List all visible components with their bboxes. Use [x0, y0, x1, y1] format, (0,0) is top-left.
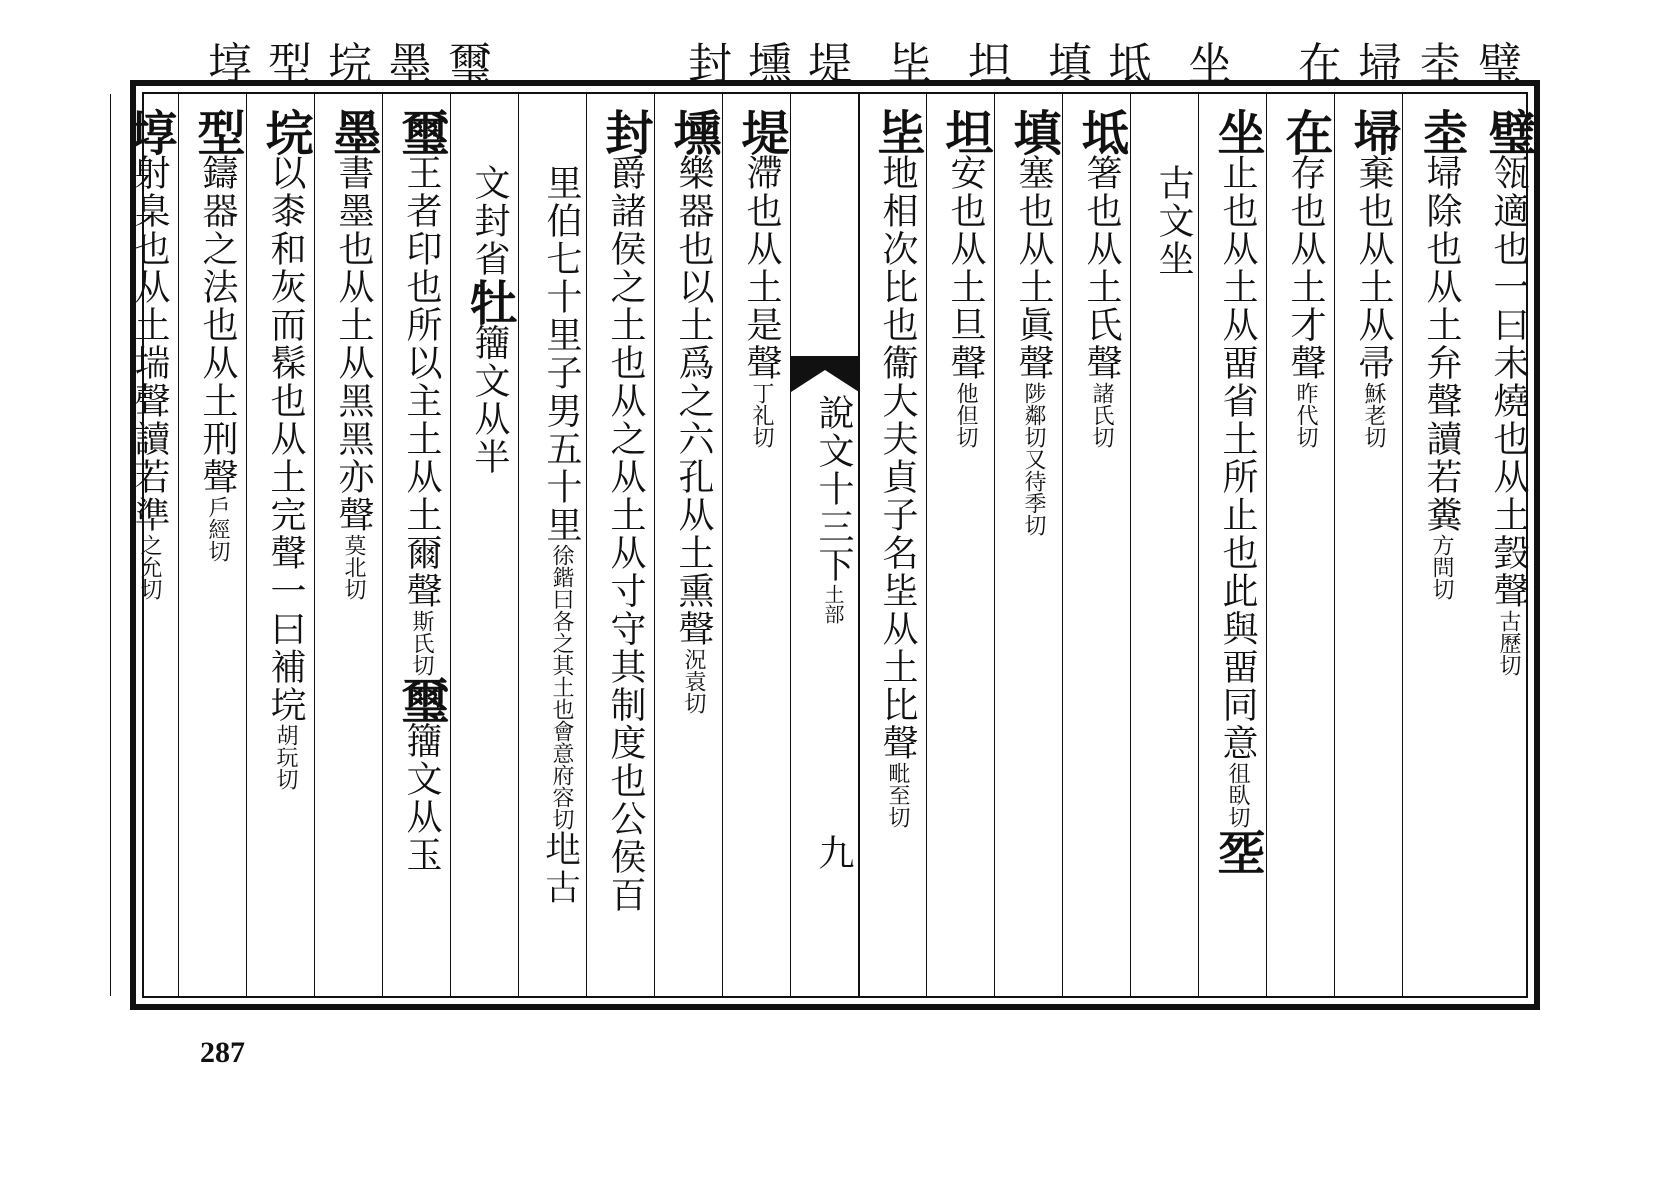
seal-headword: 坴 [1413, 108, 1469, 154]
fishtail-mark [791, 356, 859, 392]
text-block [121, 92, 1536, 998]
entry-column [178, 94, 247, 996]
entry-column [1266, 94, 1335, 996]
header-char: 填 [1048, 39, 1092, 90]
header-char: 埻 [208, 39, 252, 90]
seal-headword: 型 [189, 108, 245, 154]
entry-column [858, 94, 927, 996]
entry-column [926, 94, 995, 996]
entry-column [586, 94, 655, 996]
seal-headword: 埽 [1345, 108, 1401, 154]
header-char: 墨 [388, 39, 432, 90]
definition-text: 滯也从土是聲 [741, 154, 782, 382]
fanqie-note: 胡玩切 [273, 724, 298, 790]
fanqie-note: 莫北切 [341, 534, 366, 600]
fanqie-note: 他但切 [953, 382, 978, 448]
definition-text: 存也从土才聲 [1285, 154, 1326, 382]
definition-text: 射臬也从土㙐聲讀若準 [129, 154, 170, 534]
entry-column [110, 94, 179, 996]
seal-headword: 填 [1005, 108, 1061, 154]
fanqie-note: 斯氏切 [409, 610, 434, 676]
header-char: 垸 [328, 39, 372, 90]
header-char: 封 [688, 39, 732, 90]
fanqie-note: 諸氏切 [1089, 382, 1114, 448]
seal-headword: 璽 [393, 108, 449, 154]
fanqie-note: 昨代切 [1293, 382, 1318, 448]
fanqie-note: 丁礼切 [749, 382, 774, 448]
entry-column [246, 94, 315, 996]
fanqie-note: 陟鄰切又待季切 [1021, 382, 1046, 536]
page-number: 287 [200, 1036, 245, 1069]
definition-text: 文封省 [469, 164, 510, 278]
header-char: 壎 [748, 39, 792, 90]
page-frame [121, 80, 1540, 1010]
entry-column [1130, 94, 1199, 996]
seal-headword: 壎 [665, 108, 721, 154]
header-char: 璧 [1478, 39, 1522, 90]
definition-text: 里伯七十里子男五十里 [541, 164, 582, 544]
fanqie-note: 毗至切 [885, 762, 910, 828]
seal-variant: 牡 [461, 278, 517, 324]
seal-variant: 𡉵古 [541, 830, 582, 906]
seal-headword: 埻 [121, 108, 177, 154]
definition-text: 埽除也从土弁聲讀若糞 [1421, 154, 1462, 534]
header-char: 坐 [1188, 39, 1232, 90]
definition-text: 瓴適也一曰未燒也从土瑴聲 [1488, 154, 1529, 610]
header-char: 堤 [808, 39, 852, 90]
entry-column [1334, 94, 1403, 996]
header-char: 坦 [968, 39, 1012, 90]
seal-headword: 垸 [257, 108, 313, 154]
seal-headword: 璧 [1480, 108, 1536, 154]
definition-text: 王者印也所以主土从土爾聲 [401, 154, 442, 610]
header-char: 坻 [1108, 39, 1152, 90]
header-char: 埽 [1358, 39, 1402, 90]
seal-headword: 坻 [1073, 108, 1129, 154]
entry-column [1062, 94, 1131, 996]
seal-headword: 在 [1277, 108, 1333, 154]
definition-text: 地相次比也衞大夫貞子名坒从土比聲 [877, 154, 918, 762]
book-title: 說文十三下 [813, 394, 854, 584]
fanqie-note: 徐鍇曰各之其土也會意府容切 [549, 544, 574, 830]
folio-number: 九 [813, 834, 854, 872]
definition-text: 樂器也以土爲之六孔从土熏聲 [673, 154, 714, 648]
definition-text: 書墨也从土从黑黑亦聲 [333, 154, 374, 534]
header-char: 璽 [448, 39, 492, 90]
center-fold-column [790, 94, 860, 996]
seal-variant: 㘸 [1209, 828, 1265, 874]
entry-column [994, 94, 1063, 996]
entry-column [1198, 94, 1267, 996]
header-char: 坴 [1418, 39, 1462, 90]
seal-headword: 坦 [937, 108, 993, 154]
entry-column [654, 94, 723, 996]
entry-column [1470, 94, 1538, 996]
definition-text: 鑄器之法也从土刑聲 [197, 154, 238, 496]
fanqie-note: 古歷切 [1496, 610, 1521, 676]
definition-text: 以桼和灰而髹也从土完聲一曰補垸 [265, 154, 306, 724]
seal-headword: 坒 [869, 108, 925, 154]
definition-text: 籒文从半 [469, 324, 510, 476]
seal-variant: 璽 [393, 676, 449, 722]
seal-headword: 堤 [733, 108, 789, 154]
fanqie-note: 徂臥切 [1225, 762, 1250, 828]
entry-column [450, 94, 519, 996]
definition-text: 棄也从土从帚 [1353, 154, 1394, 382]
definition-text: 古文坐 [1153, 164, 1194, 278]
definition-text: 塞也从土眞聲 [1013, 154, 1054, 382]
fanqie-note: 方問切 [1429, 534, 1454, 600]
seal-headword: 坐 [1209, 108, 1265, 154]
header-char: 型 [268, 39, 312, 90]
definition-text: 籒文从玉 [401, 722, 442, 874]
definition-text: 安也从土旦聲 [945, 154, 986, 382]
fanqie-note: 之允切 [137, 534, 162, 600]
definition-text: 爵諸侯之土也从之从土从寸守其制度也公侯百 [605, 154, 646, 914]
section-label: 土部 [821, 584, 845, 624]
header-char: 在 [1298, 39, 1342, 90]
fanqie-note: 況袁切 [681, 648, 706, 714]
entry-column [722, 94, 791, 996]
definition-text: 箸也从土氏聲 [1081, 154, 1122, 382]
entry-column [382, 94, 451, 996]
entry-column [314, 94, 383, 996]
entry-column [1402, 94, 1471, 996]
fanqie-note: 戶經切 [205, 496, 230, 562]
seal-headword: 墨 [325, 108, 381, 154]
seal-headword: 封 [597, 108, 653, 154]
definition-text: 止也从土从畱省土所止也此與畱同意 [1217, 154, 1258, 762]
fanqie-note: 穌老切 [1361, 382, 1386, 448]
header-char: 坒 [888, 39, 932, 90]
entry-column [518, 94, 587, 996]
